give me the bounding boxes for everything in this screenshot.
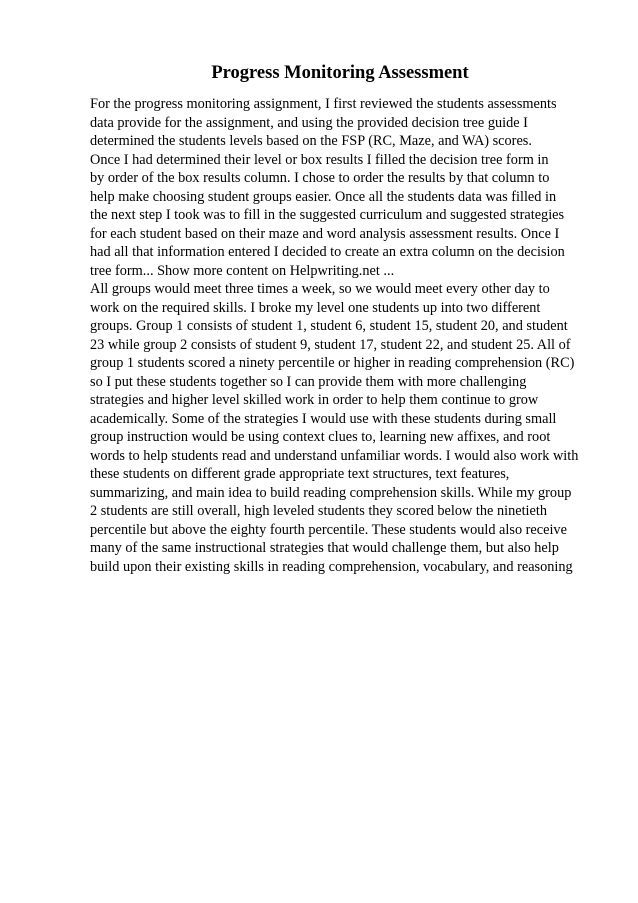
body-text-line: help make choosing student groups easier. Once all the students data was filled in [90,188,557,205]
body-text-line: For the progress monitoring assignment, I first reviewed the students assessments [90,96,557,112]
body-text-line: 2 students are still overall, high leveled students they scored below the ninetieth [90,503,547,519]
body-text-line: group instruction would be using context clues to, learning new affixes, and root [90,429,551,445]
document-title: Progress Monitoring Assessment [211,63,469,83]
body-text-line: for each student based on their maze and word analysis assessment results. Once I [90,225,560,242]
body-text-line: All groups would meet three times a week, so we would meet every other day to [90,281,550,297]
body-text-line: many of the same instructional strategies that would challenge them, but also help [90,540,559,556]
body-text-line: by order of the box results column. I chose to order the results by that column to [90,170,550,186]
body-text-line: the next step I took was to fill in the suggested curriculum and suggested strategies [90,207,565,223]
body-text-line: Once I had determined their level or box results I filled the decision tree form in [90,151,549,168]
body-text-line: had all that information entered I decided to create an extra column on the decision [90,244,565,260]
body-text-line: determined the students levels based on the FSP (RC, Maze, and WA) scores. [90,133,532,149]
body-text-line: work on the required skills. I broke my level one students up into two different [90,299,541,316]
body-text-line: so I put these students together so I can provide them with more challenging [90,373,527,390]
body-text-line: build upon their existing skills in reading comprehension, vocabulary, and reasoning [90,558,573,575]
body-text-line: group 1 students scored a ninety percentile or higher in reading comprehension (RC) [90,355,575,371]
body-text-line: these students on different grade appropriate text structures, text features, [90,466,510,482]
body-text-line: percentile but above the eighty fourth percentile. These students would also receive [90,521,567,538]
body-text-line: 23 while group 2 consists of student 9, student 17, student 22, and student 25. All of [90,336,571,353]
body-text-line: groups. Group 1 consists of student 1, student 6, student 15, student 20, and student [90,318,568,334]
body-text-line: data provide for the assignment, and using the provided decision tree guide I [90,114,528,131]
body-text-line: tree form... Show more content on Helpwriting.net ... [90,262,395,279]
body-text-line: strategies and higher level skilled work in order to help them continue to grow [90,392,539,408]
body-text-line: academically. Some of the strategies I would use with these students during small [90,410,557,427]
document-body [90,95,610,576]
body-text-line: words to help students read and understand unfamiliar words. I would also work with [90,447,579,464]
body-text-line: summarizing, and main idea to build reading comprehension skills. While my group [90,484,572,501]
